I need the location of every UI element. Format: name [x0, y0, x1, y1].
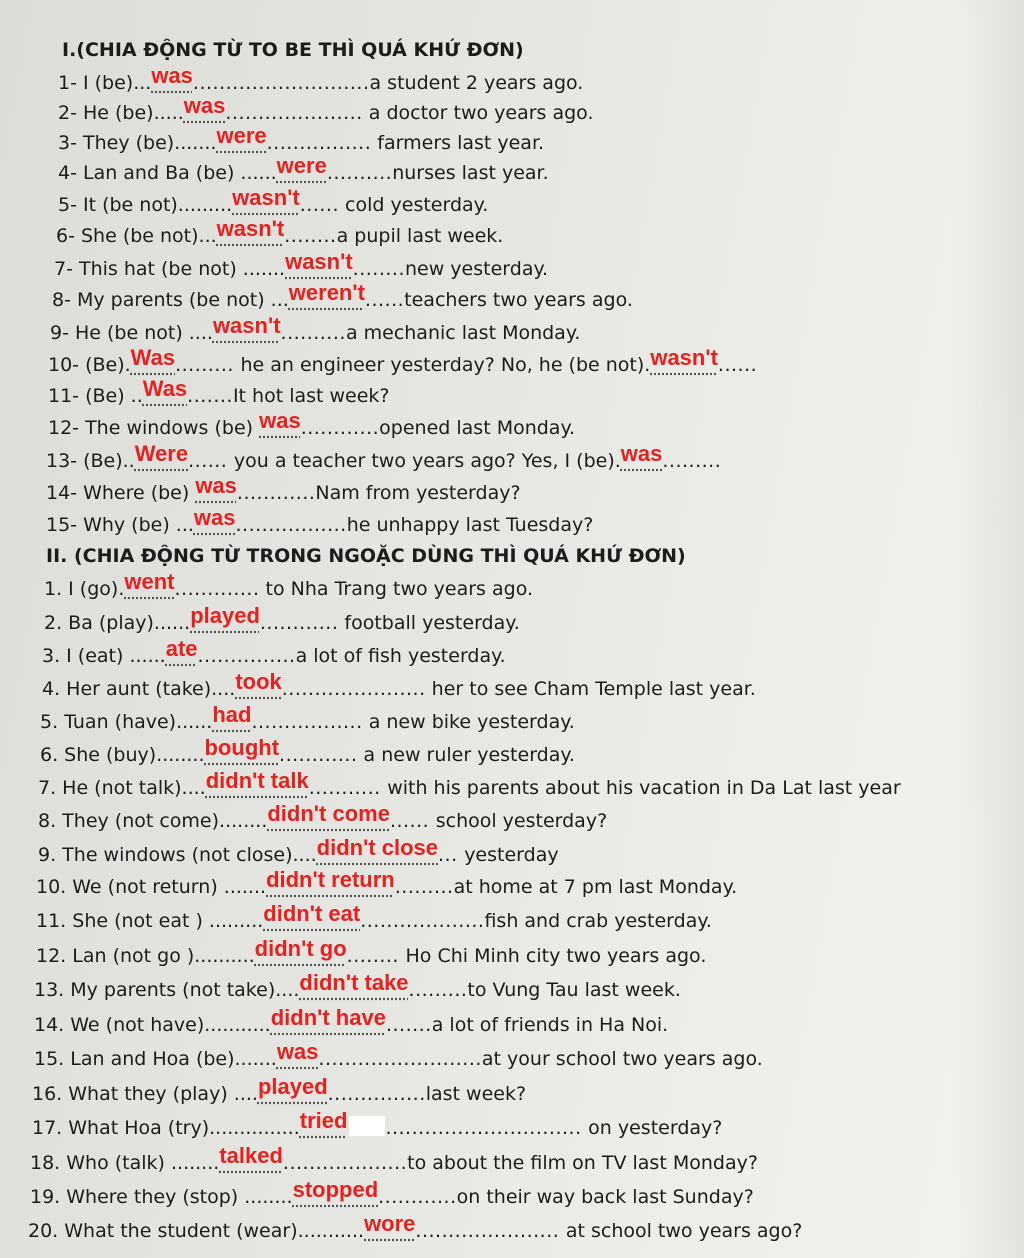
blank-dots: ........ — [346, 945, 406, 967]
item-rest: on their way back last Sunday? — [456, 1186, 754, 1208]
answer-text: didn't go — [254, 936, 347, 961]
blank-dots: ............ — [236, 482, 316, 504]
item-prompt: 13- (Be).. — [46, 450, 135, 472]
answer-text: played — [190, 603, 260, 628]
blank-dots: ........ — [284, 225, 337, 247]
item-rest: a new bike yesterday. — [362, 711, 575, 733]
answer-text: Was — [142, 376, 188, 401]
exercise-item — [46, 473, 521, 505]
item-prompt: 13. My parents (not take).... — [34, 979, 300, 1001]
section-title: II. (CHIA ĐỘNG TỪ TRONG NGOẶC DÙNG THÌ QUÁ KHỨ ĐƠN) — [46, 545, 686, 567]
exercise-item — [28, 1211, 803, 1243]
blank-dots: ............ — [279, 744, 358, 766]
item-rest: a lot of friends in Ha Noi. — [431, 1014, 669, 1036]
item-rest: to Nha Trang two years ago. — [259, 578, 534, 600]
item-rest: at school two years ago? — [565, 1220, 803, 1242]
exercise-item — [58, 93, 594, 125]
item-rest: a student 2 years ago. — [369, 72, 584, 94]
exercise-item — [42, 636, 506, 668]
item-prompt: 5. Tuan (have)...... — [40, 711, 213, 733]
answer-text: took — [235, 669, 282, 694]
exercise-item — [38, 768, 901, 800]
item-prompt: 18. Who (talk) ........ — [30, 1152, 220, 1174]
blank-dots: ............ — [259, 612, 339, 634]
item-prompt: 11- (Be) .. — [48, 385, 143, 407]
answer-text: Were — [134, 441, 189, 466]
item-prompt: 10- (Be). — [48, 354, 131, 376]
item-prompt: 9. The windows (not close).... — [38, 844, 317, 866]
blank-dots: ......... — [662, 450, 722, 472]
blank-dots: ......................... — [318, 1048, 482, 1070]
answer-text: wasn't — [650, 345, 718, 370]
exercise-item — [50, 313, 581, 345]
item-prompt: 10. We (not return) ....... — [36, 876, 267, 898]
answer-text: didn't return — [266, 867, 395, 892]
answer-text: ate — [165, 636, 198, 661]
item-prompt: 15. Lan and Hoa (be)....... — [34, 1048, 277, 1070]
blank-dots: ......... — [175, 354, 241, 376]
item-rest: on yesterday? — [588, 1117, 723, 1139]
blank-dots: ..................... — [225, 102, 363, 124]
answer-text: was — [193, 505, 236, 530]
item-rest: last week? — [425, 1083, 527, 1105]
item-prompt: 6- She (be not)... — [56, 225, 217, 247]
answer-text: wore — [364, 1211, 416, 1236]
blank-dots: .......... — [326, 162, 393, 184]
exercise-item — [44, 569, 534, 601]
item-prompt: 3. I (eat) ...... — [42, 645, 166, 667]
answer-text: were — [216, 123, 267, 148]
blank-dots: ............... — [197, 645, 296, 667]
answer-text: didn't have — [270, 1005, 386, 1030]
blank-dots: ......... — [394, 876, 454, 898]
item-prompt: 5- It (be not)......... — [58, 194, 233, 216]
item-rest: he unhappy last Tuesday? — [346, 514, 594, 536]
item-prompt: 2. Ba (play)...... — [44, 612, 191, 634]
section-title: I.(CHIA ĐỘNG TỪ TO BE THÌ QUÁ KHỨ ĐƠN) — [62, 39, 524, 61]
answer-text: stopped — [292, 1177, 379, 1202]
blank-dots: .............................. — [385, 1117, 589, 1139]
blank-dots: ........ — [352, 258, 405, 280]
item-prompt: 12- The windows (be) — [48, 417, 260, 439]
item-rest: with his parents about his vacation in Da Lat last year — [387, 777, 901, 799]
answer-text: wasn't — [232, 185, 300, 210]
exercise-item — [36, 936, 707, 968]
answer-text: bought — [204, 735, 280, 760]
blank-dots: ...................... — [415, 1220, 566, 1242]
item-rest: teachers two years ago. — [404, 289, 633, 311]
exercise-item — [58, 63, 584, 95]
item-rest: you a teacher two years ago? Yes, I (be). — [233, 450, 621, 472]
item-rest: cold yesterday. — [339, 194, 489, 216]
item-prompt: 9- He (be not) .... — [50, 322, 213, 344]
answer-text: was — [620, 441, 663, 466]
exercise-item — [56, 216, 504, 248]
answer-text: were — [276, 153, 327, 178]
blank-dots: ......... — [408, 979, 468, 1001]
item-rest: a mechanic last Monday. — [345, 322, 581, 344]
exercise-item — [34, 1005, 669, 1037]
item-rest: Ho Chi Minh city two years ago. — [405, 945, 707, 967]
blank-dots: ...................... — [281, 678, 426, 700]
item-prompt: 1- I (be)... — [58, 72, 152, 94]
item-prompt: 4. Her aunt (take).... — [42, 678, 236, 700]
item-prompt: 2- He (be)..... — [58, 102, 184, 124]
item-prompt: 8- My parents (be not) ... — [52, 289, 289, 311]
exercise-item — [48, 345, 758, 377]
page-shadow — [954, 0, 1024, 1258]
item-prompt: 1. I (go). — [44, 578, 125, 600]
exercise-item — [30, 1177, 754, 1209]
blank-dots: ............ — [378, 1186, 457, 1208]
answer-text: was — [276, 1039, 319, 1064]
exercise-item — [44, 603, 520, 635]
exercise-item — [58, 153, 549, 185]
exercise-item — [34, 1039, 763, 1071]
item-rest: opened last Monday. — [379, 417, 576, 439]
answer-text: was — [259, 408, 301, 433]
answer-text: wasn't — [212, 313, 281, 338]
item-prompt: 14. We (not have)........... — [34, 1014, 271, 1036]
exercise-item — [38, 801, 608, 833]
exercise-item — [58, 123, 545, 155]
exercise-item — [40, 735, 575, 767]
answer-text: didn't talk — [205, 768, 309, 793]
item-rest: It hot last week? — [232, 385, 390, 407]
answer-text: didn't come — [267, 801, 390, 826]
exercise-item — [36, 901, 712, 933]
item-prompt: 11. She (not eat ) ......... — [36, 910, 264, 932]
item-rest: her to see Cham Temple last year. — [425, 678, 756, 700]
blank-dots: ................. — [235, 514, 347, 536]
answer-text: wasn't — [216, 216, 285, 241]
item-rest: a pupil last week. — [336, 225, 504, 247]
exercise-item — [38, 835, 559, 867]
blank-dots: ....... — [385, 1014, 432, 1036]
exercise-item — [40, 702, 575, 734]
answer-text: Was — [130, 345, 176, 370]
answer-text: went — [124, 569, 175, 594]
exercise-item — [48, 408, 576, 440]
exercise-item — [46, 505, 594, 537]
answer-text: wasn't — [285, 249, 353, 274]
item-prompt: 15- Why (be) ... — [46, 514, 194, 536]
item-rest: at your school two years ago. — [481, 1048, 763, 1070]
exercise-item — [30, 1143, 758, 1175]
answer-text: talked — [219, 1143, 283, 1168]
blank-dots: ...... — [364, 289, 405, 311]
answer-text: tried — [299, 1108, 348, 1133]
blank-dots: ............. — [174, 578, 260, 600]
blank-dots: .......... — [280, 322, 346, 344]
item-rest: at home at 7 pm last Monday. — [453, 876, 738, 898]
answer-text: was — [151, 63, 193, 88]
item-prompt: 14- Where (be) — [46, 482, 196, 504]
blank-dots: ....... — [187, 385, 233, 407]
blank-dots: ... — [438, 844, 465, 866]
item-rest: he an engineer yesterday? No, he (be not). — [240, 354, 651, 376]
exercise-item — [32, 1108, 723, 1140]
item-prompt: 12. Lan (not go ).......... — [36, 945, 255, 967]
item-rest: farmers last year. — [371, 132, 545, 154]
exercise-item — [46, 441, 722, 473]
exercise-item — [36, 867, 738, 899]
item-prompt: 19. Where they (stop) ........ — [30, 1186, 293, 1208]
answer-text: didn't take — [299, 970, 409, 995]
exercise-item — [54, 249, 549, 281]
item-rest: nurses last year. — [392, 162, 549, 184]
correction-tape — [349, 1116, 385, 1136]
answer-text: weren't — [288, 280, 365, 305]
item-rest: fish and crab yesterday. — [484, 910, 712, 932]
item-rest: school yesterday? — [435, 810, 608, 832]
item-rest: to about the film on TV last Monday? — [407, 1152, 758, 1174]
item-rest: new yesterday. — [405, 258, 549, 280]
item-prompt: 4- Lan and Ba (be) ...... — [58, 162, 277, 184]
item-prompt: 16. What they (play) .... — [32, 1083, 258, 1105]
item-rest: Nam from yesterday? — [315, 482, 521, 504]
blank-dots: ...... — [389, 810, 436, 832]
exercise-item — [58, 185, 489, 217]
item-prompt: 17. What Hoa (try)............... — [32, 1117, 300, 1139]
answer-text: was — [195, 473, 237, 498]
exercise-item — [48, 376, 390, 408]
blank-dots: ........... — [308, 777, 388, 799]
answer-text: didn't eat — [263, 901, 361, 926]
item-prompt: 7. He (not talk).... — [38, 777, 206, 799]
exercise-item — [34, 970, 681, 1002]
answer-text: didn't close — [316, 835, 439, 860]
item-prompt: 3- They (be)....... — [58, 132, 217, 154]
blank-dots: ............... — [327, 1083, 426, 1105]
answer-text: played — [257, 1074, 328, 1099]
item-rest: a lot of fish yesterday. — [295, 645, 506, 667]
item-rest: to Vung Tau last week. — [467, 979, 681, 1001]
blank-dots: ........................... — [192, 72, 370, 94]
item-prompt: 7- This hat (be not) ....... — [54, 258, 286, 280]
answer-text: had — [212, 702, 252, 727]
exercise-item — [52, 280, 633, 312]
item-rest: a doctor two years ago. — [362, 102, 594, 124]
item-prompt: 6. She (buy)........ — [40, 744, 205, 766]
answer-text: was — [183, 93, 226, 118]
item-rest: football yesterday. — [338, 612, 520, 634]
item-prompt: 20. What the student (wear)........... — [28, 1220, 365, 1242]
blank-dots: ...... — [717, 354, 758, 376]
exercise-item — [42, 669, 756, 701]
blank-dots: ................... — [360, 910, 485, 932]
blank-dots: ............ — [300, 417, 380, 439]
item-rest: a new ruler yesterday. — [357, 744, 575, 766]
item-prompt: 8. They (not come)........ — [38, 810, 268, 832]
exercise-item — [32, 1074, 527, 1106]
blank-dots: ................. — [251, 711, 363, 733]
blank-dots: ...... — [188, 450, 234, 472]
blank-dots: ................ — [266, 132, 372, 154]
item-rest: yesterday — [464, 844, 559, 866]
blank-dots: ................... — [282, 1152, 408, 1174]
blank-dots: ...... — [299, 194, 340, 216]
